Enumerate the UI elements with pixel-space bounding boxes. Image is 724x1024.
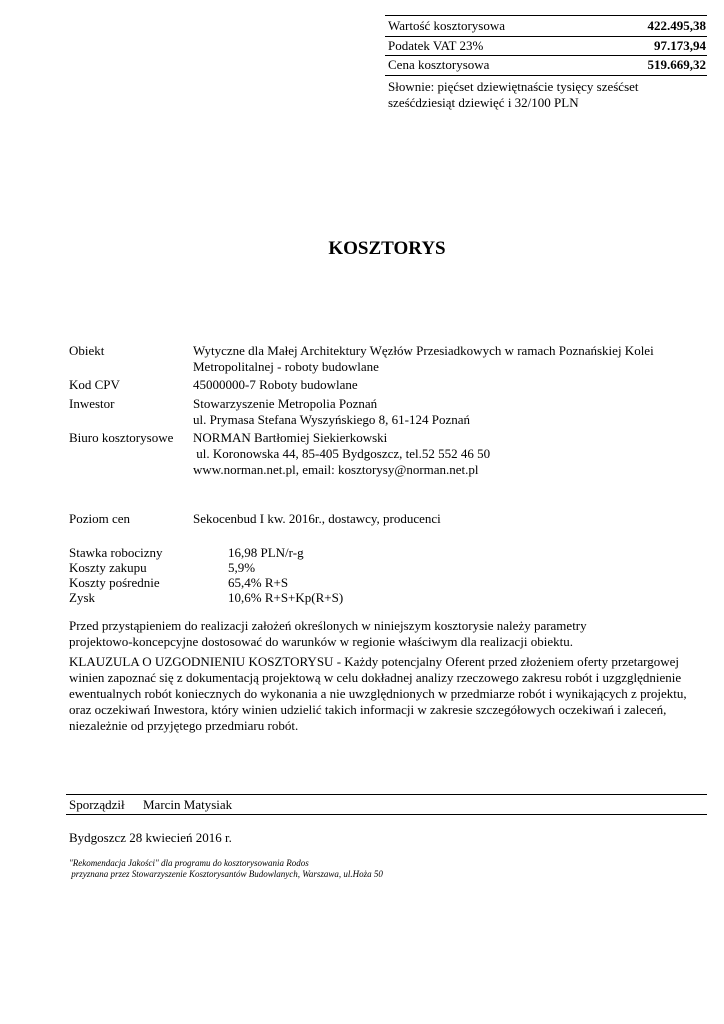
summary-rule (385, 36, 707, 37)
clause-line: ewentualnych robót koniecznych do wykonania a nie uwzględnionych w przedmiarze robót i wynikających z projektu, (69, 686, 687, 701)
clause-line: niezależnie od przyjętego przedmiaru robót. (69, 718, 299, 733)
summary-rule (385, 75, 707, 76)
office-name: NORMAN Bartłomiej Siekierkowski (193, 430, 388, 445)
quality-note-line1: "Rekomendacja Jakości" dla programu do kosztorysowania Rodos (69, 858, 309, 868)
paragraph-line: Przed przystąpieniem do realizacji założeń określonych w niniejszym kosztorysie należy parametry (69, 618, 587, 633)
summary-rule (385, 55, 707, 56)
summary-top-rule (385, 15, 707, 16)
investor-address: ul. Prymasa Stefana Wyszyńskiego 8, 61-124 Poznań (193, 412, 470, 427)
prepared-by-label: Sporządził (69, 797, 125, 812)
page-title: KOSZTORYS (328, 238, 446, 259)
purchase-cost-value: 5,9% (228, 560, 256, 575)
profit-value: 10,6% R+S+Kp(R+S) (228, 590, 344, 605)
vat-value: 97.173,94 (654, 38, 706, 53)
object-label: Obiekt (69, 343, 105, 358)
footer-top-rule (66, 794, 707, 795)
cpv-value: 45000000-7 Roboty budowlane (193, 377, 358, 392)
profit-label: Zysk (69, 590, 95, 605)
gross-value-label: Cena kosztorysowa (388, 57, 490, 72)
clause-line: oraz oczekiwań Inwestora, który winien udzielić takich informacji w zakresie szczegółowych oczekiwań i zaleceń, (69, 702, 667, 717)
place-date: Bydgoszcz 28 kwiecień 2016 r. (69, 830, 232, 845)
vat-label: Podatek VAT 23% (388, 38, 484, 53)
net-value-label: Wartość kosztorysowa (388, 18, 506, 33)
amount-in-words-line2: sześćdziesiąt dziewięć i 32/100 PLN (388, 95, 579, 110)
net-value: 422.495,38 (647, 18, 706, 33)
investor-label: Inwestor (69, 396, 115, 411)
prepared-by-name: Marcin Matysiak (143, 797, 233, 812)
footer-bottom-rule (66, 814, 707, 815)
purchase-cost-label: Koszty zakupu (69, 560, 147, 575)
amount-in-words-line1: Słownie: pięćset dziewiętnaście tysięcy sześćset (388, 79, 639, 94)
price-level-value: Sekocenbud I kw. 2016r., dostawcy, producenci (193, 511, 441, 526)
gross-value: 519.669,32 (647, 57, 706, 72)
office-address: ul. Koronowska 44, 85-405 Bydgoszcz, tel.52 552 46 50 (193, 446, 491, 461)
indirect-cost-value: 65,4% R+S (228, 575, 289, 590)
object-value-line2: Metropolitalnej - roboty budowlane (193, 359, 379, 374)
office-label: Biuro kosztorysowe (69, 430, 174, 445)
labor-rate-value: 16,98 PLN/r-g (228, 545, 304, 560)
quality-note-line2: przyznana przez Stowarzyszenie Kosztorysantów Budowlanych, Warszawa, ul.Hoża 50 (69, 869, 383, 879)
paragraph-line: projektowo-koncepcyjne dostosować do warunków w regionie właściwym dla realizacji obiektu. (69, 634, 573, 649)
clause-line: KLAUZULA O UZGODNIENIU KOSZTORYSU - Każdy potencjalny Oferent przed złożeniem oferty przetargowej (69, 654, 679, 669)
clause-line: winien zapoznać się z dokumentacją projektową w celu dokładnej analizy rzeczowego zakresu robót i uzgzględnienie (69, 670, 682, 685)
office-contact: www.norman.net.pl, email: kosztorysy@norman.net.pl (193, 462, 479, 477)
indirect-cost-label: Koszty pośrednie (69, 575, 160, 590)
object-value-line1: Wytyczne dla Małej Architektury Węzłów Przesiadkowych w ramach Poznańskiej Kolei (193, 343, 654, 358)
investor-name: Stowarzyszenie Metropolia Poznań (193, 396, 378, 411)
cpv-label: Kod CPV (69, 377, 120, 392)
labor-rate-label: Stawka robocizny (69, 545, 163, 560)
price-level-label: Poziom cen (69, 511, 131, 526)
